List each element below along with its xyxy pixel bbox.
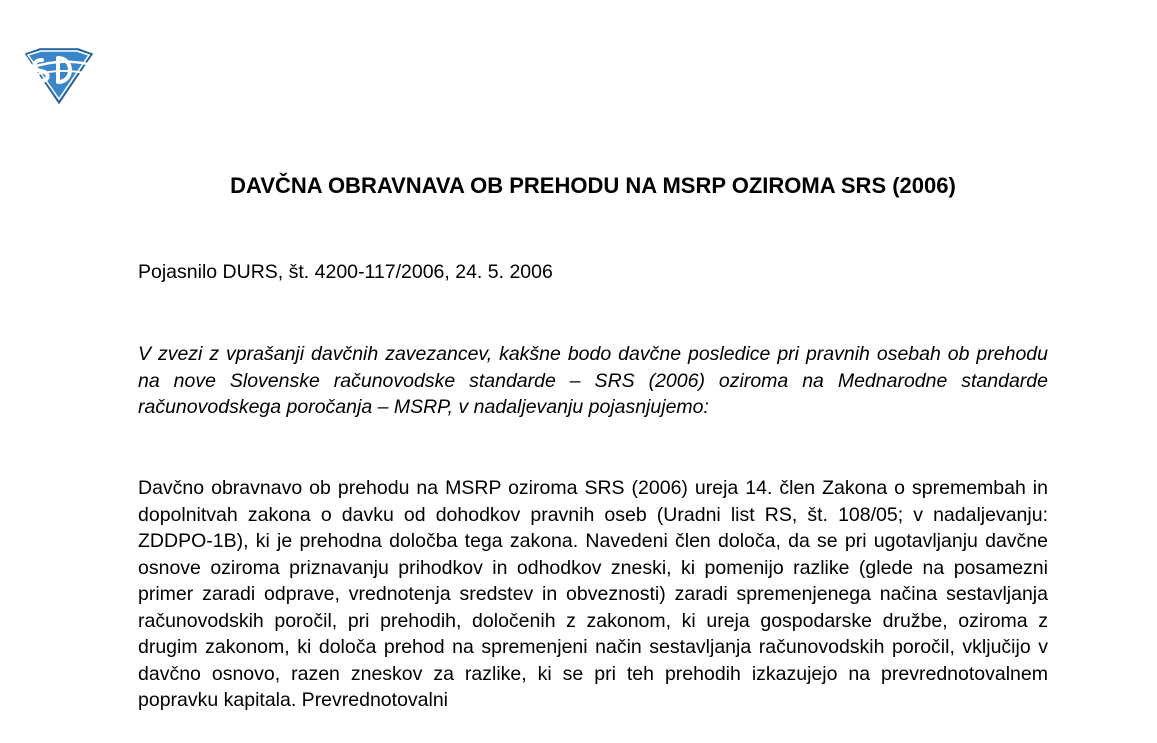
- body-paragraph: Davčno obravnavo ob prehodu na MSRP oziroma SRS (2006) ureja 14. člen Zakona o spremembah in dopolnitvah zakona o davku od dohodkov pravnih oseb (Uradni list RS, št. 108/05; v nadaljevanju: ZDDPO-1B), ki je prehodna določba tega zakona. Navedeni člen določa, da se pri ugotavljanju davčne osnove oziroma priznavanju prihodkov in odhodkov zneski, ki pomenijo razlike (glede na posamezni primer zaradi odprave, vrednotenja sredstev in obveznosti) zaradi spremenjenega načina sestavljanja računovodskih poročil, pri prehodih, določenih z zakonom, ki ureja gospodarske družbe, oziroma z drugim zakonom, ki določa prehod na spremenjeni način sestavljanja računovodskih poročil, vključijo v davčno osnovo, razen zneskov za razlike, ki se pri teh prehodih izkazujejo na prevrednotovalnem popravku kapitala. Prevrednotovalni: [138, 477, 1048, 711]
- sd-logo-icon: [22, 48, 96, 106]
- intro-paragraph: V zvezi z vprašanji davčnih zavezancev, kakšne bodo davčne posledice pri pravnih osebah ob prehodu na nove Slovenske računovodske standarde – SRS (2006) oziroma na Mednarodne standarde računovodskega poročanja – MSRP, v nadaljevanju pojasnjujemo:: [138, 343, 1048, 418]
- document-title: DAVČNA OBRAVNAVA OB PREHODU NA MSRP OZIROMA SRS (2006): [230, 173, 956, 198]
- document-reference: Pojasnilo DURS, št. 4200-117/2006, 24. 5. 2006: [138, 261, 553, 283]
